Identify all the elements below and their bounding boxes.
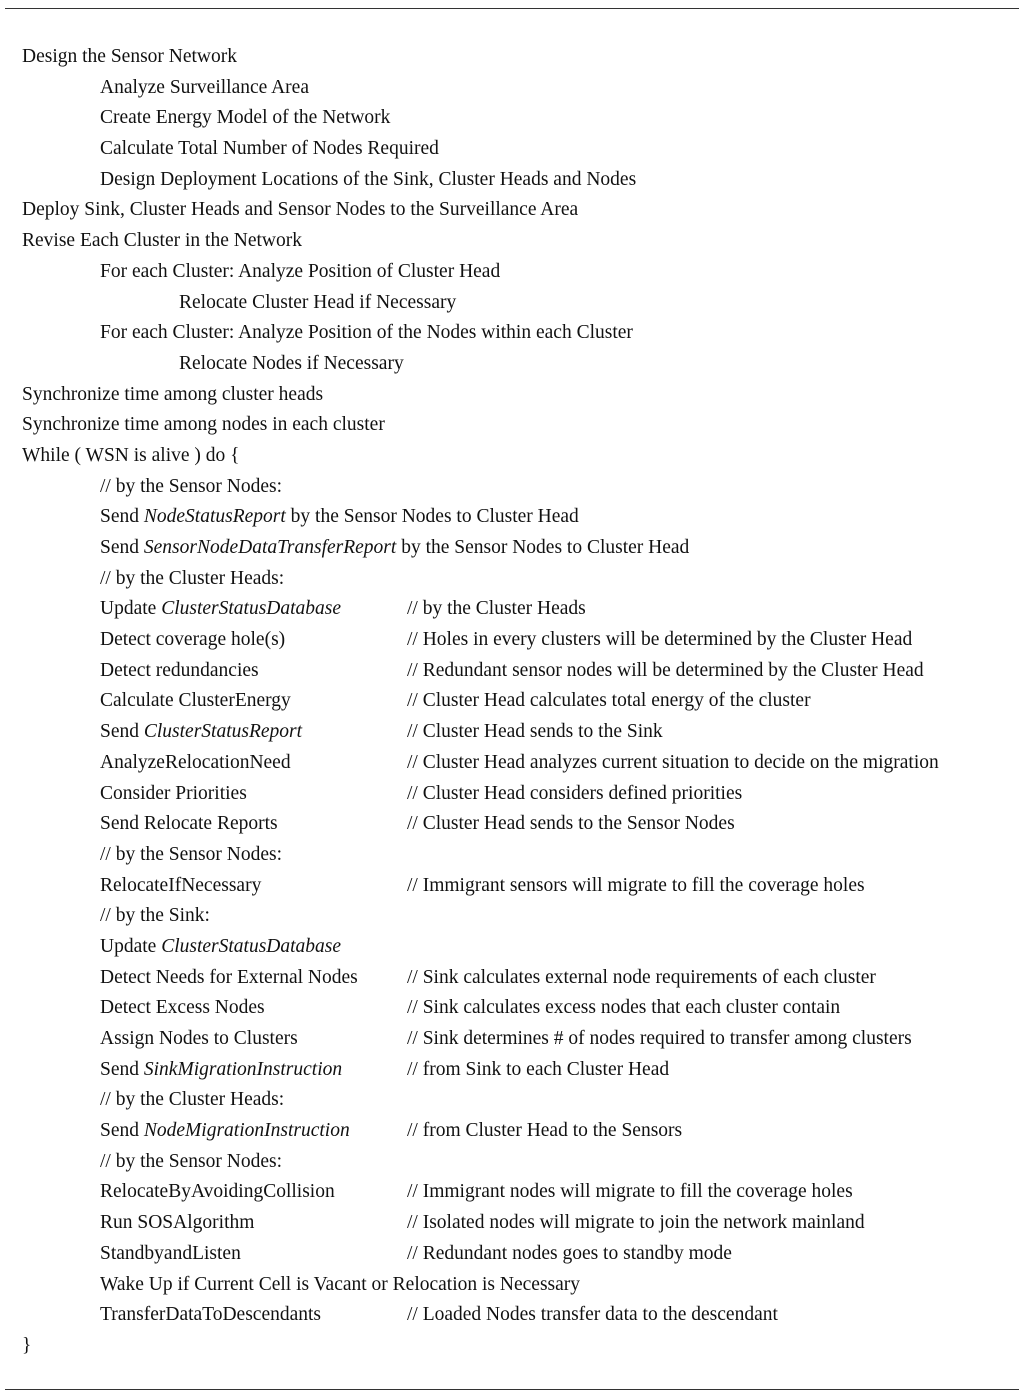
top-rule: [5, 8, 1019, 9]
statement: [100, 1116, 350, 1147]
algorithm-line: [0, 1147, 1024, 1178]
algorithm-line: [0, 963, 1024, 994]
bottom-rule: [5, 1389, 1019, 1390]
statement: [100, 809, 278, 840]
statement-text: Send: [100, 506, 144, 528]
statement: [100, 472, 282, 503]
algorithm-line: [0, 871, 1024, 902]
statement: [100, 748, 291, 779]
inline-comment: // Sink calculates external node requirements of each cluster: [407, 966, 876, 988]
inline-comment: // Loaded Nodes transfer data to the descendant: [407, 1304, 778, 1326]
identifier-italic: NodeStatusReport: [143, 506, 286, 528]
statement-text: }: [22, 1334, 32, 1356]
statement-text: Relocate Cluster Head if Necessary: [179, 291, 457, 313]
statement-text: For each Cluster: Analyze Position of Cluster Head: [100, 260, 501, 282]
statement-text: Wake Up if Current Cell is Vacant or Relocation is Necessary: [100, 1273, 581, 1295]
algorithm-line: [0, 625, 1024, 656]
statement: [100, 932, 341, 963]
identifier-italic: SensorNodeDataTransferReport: [143, 537, 397, 558]
statement-text: Detect coverage hole(s): [100, 629, 286, 651]
algorithm-line: [0, 1055, 1024, 1086]
statement-text: Design the Sensor Network: [22, 46, 238, 67]
statement: [22, 1331, 31, 1362]
statement-text: Analyze Surveillance Area: [100, 76, 309, 98]
inline-comment: // Redundant nodes goes to standby mode: [407, 1242, 732, 1264]
statement: [22, 441, 240, 472]
statement: [100, 1300, 321, 1331]
inline-comment: // Sink calculates excess nodes that each cluster contain: [407, 997, 841, 1019]
statement-text: Create Energy Model of the Network: [100, 107, 391, 129]
algorithm-line: [0, 1024, 1024, 1055]
statement: [100, 686, 291, 717]
statement-text: AnalyzeRelocationNeed: [100, 751, 291, 773]
statement-text: While ( WSN is alive ) do {: [22, 444, 240, 466]
statement-text: Send: [100, 721, 144, 743]
algorithm-line: [0, 1177, 1024, 1208]
algorithm-line: [0, 134, 1024, 165]
algorithm-line: [0, 441, 1024, 472]
inline-comment: // from Cluster Head to the Sensors: [407, 1120, 683, 1142]
algorithm-line: [0, 1239, 1024, 1270]
identifier-italic: ClusterStatusDatabase: [161, 598, 342, 620]
algorithm-line: [0, 195, 1024, 226]
algorithm-line: [0, 686, 1024, 717]
statement-text: Revise Each Cluster in the Network: [22, 230, 302, 252]
algorithm-line: [0, 165, 1024, 196]
statement-text: // by the Sink:: [100, 905, 210, 927]
algorithm-line: [0, 410, 1024, 441]
inline-comment: // Cluster Head sends to the Sink: [407, 721, 663, 743]
algorithm-line: [0, 594, 1024, 625]
algorithm-listing: [0, 42, 1024, 1362]
algorithm-line: [0, 533, 1024, 564]
identifier-italic: ClusterStatusReport: [143, 721, 303, 743]
statement: [100, 103, 390, 134]
statement: [100, 871, 261, 902]
inline-comment: // Immigrant sensors will migrate to fill the coverage holes: [407, 874, 865, 896]
identifier-italic: SinkMigrationInstruction: [143, 1058, 343, 1080]
algorithm-line: [0, 380, 1024, 411]
statement-text: RelocateIfNecessary: [100, 874, 262, 896]
statement-text: by the Sensor Nodes to Cluster Head: [285, 506, 579, 528]
identifier-italic: NodeMigrationInstruction: [143, 1120, 350, 1142]
algorithm-line: [0, 840, 1024, 871]
statement: [22, 226, 302, 257]
statement: [100, 779, 247, 810]
algorithm-line: [0, 932, 1024, 963]
algorithm-line: [0, 472, 1024, 503]
algorithm-line: [0, 1331, 1024, 1362]
statement-text: Design Deployment Locations of the Sink, Cluster Heads and Nodes: [100, 168, 637, 190]
inline-comment: // Holes in every clusters will be determined by the Cluster Head: [407, 629, 913, 651]
statement-text: Assign Nodes to Clusters: [100, 1028, 298, 1049]
algorithm-line: [0, 226, 1024, 257]
statement: [22, 410, 385, 441]
inline-comment: // Cluster Head considers defined priorities: [407, 782, 743, 804]
algorithm-line: [0, 1300, 1024, 1331]
statement: [100, 840, 282, 871]
algorithm-line: [0, 103, 1024, 134]
statement: [100, 318, 633, 349]
statement-text: TransferDataToDescendants: [100, 1304, 322, 1326]
statement-text: Synchronize time among nodes in each cluster: [22, 414, 385, 436]
inline-comment: // by the Cluster Heads: [407, 598, 586, 620]
inline-comment: // Immigrant nodes will migrate to fill the coverage holes: [407, 1181, 853, 1203]
statement: [100, 717, 302, 748]
statement-text: StandbyandListen: [100, 1242, 241, 1264]
statement-text: // by the Sensor Nodes:: [100, 1150, 282, 1172]
statement-text: Detect Excess Nodes: [100, 997, 265, 1019]
algorithm-line: [0, 1270, 1024, 1301]
statement-text: by the Sensor Nodes to Cluster Head: [396, 537, 690, 558]
inline-comment: // Cluster Head calculates total energy of the cluster: [407, 690, 811, 712]
statement: [100, 502, 579, 533]
statement: [100, 1024, 298, 1055]
statement: [100, 564, 284, 595]
statement: [22, 380, 323, 411]
statement-text: RelocateByAvoidingCollision: [100, 1181, 335, 1203]
statement-text: Calculate ClusterEnergy: [100, 690, 291, 712]
algorithm-line: [0, 257, 1024, 288]
statement-text: Calculate Total Number of Nodes Required: [100, 138, 439, 160]
statement: [100, 1208, 254, 1239]
statement: [100, 1270, 580, 1301]
statement: [100, 1147, 282, 1178]
statement-text: // by the Cluster Heads:: [100, 567, 285, 589]
statement-text: Relocate Nodes if Necessary: [179, 352, 404, 374]
inline-comment: // Sink determines # of nodes required to transfer among clusters: [407, 1028, 912, 1049]
statement-text: Update: [100, 935, 162, 957]
algorithm-line: [0, 349, 1024, 380]
statement: [100, 594, 341, 625]
statement-text: Send: [100, 1120, 144, 1142]
statement: [100, 656, 259, 687]
statement: [100, 1239, 241, 1270]
inline-comment: // Cluster Head sends to the Sensor Nodes: [407, 813, 735, 835]
statement: [22, 195, 578, 226]
statement-text: Send Relocate Reports: [100, 813, 278, 835]
algorithm-line: [0, 748, 1024, 779]
statement-text: Update: [100, 598, 162, 620]
identifier-italic: ClusterStatusDatabase: [161, 935, 342, 957]
statement: [100, 993, 265, 1024]
statement-text: Run SOSAlgorithm: [100, 1212, 255, 1234]
statement: [100, 73, 309, 104]
algorithm-line: [0, 42, 1024, 73]
statement-text: // by the Sensor Nodes:: [100, 475, 282, 497]
statement: [100, 257, 500, 288]
statement: [100, 533, 689, 564]
statement-text: Detect redundancies: [100, 659, 259, 681]
algorithm-line: [0, 993, 1024, 1024]
algorithm-line: [0, 779, 1024, 810]
algorithm-line: [0, 502, 1024, 533]
algorithm-line: [0, 288, 1024, 319]
statement-text: // by the Sensor Nodes:: [100, 843, 282, 865]
statement-text: Send: [100, 1058, 144, 1080]
statement-text: Consider Priorities: [100, 782, 247, 804]
inline-comment: // Redundant sensor nodes will be determined by the Cluster Head: [407, 659, 924, 681]
statement: [100, 625, 285, 656]
algorithm-line: [0, 73, 1024, 104]
statement-text: Detect Needs for External Nodes: [100, 966, 358, 988]
statement: [179, 349, 404, 380]
algorithm-line: [0, 564, 1024, 595]
statement: [100, 963, 358, 994]
statement: [179, 288, 456, 319]
algorithm-line: [0, 1085, 1024, 1116]
algorithm-line: [0, 717, 1024, 748]
inline-comment: // Isolated nodes will migrate to join the network mainland: [407, 1212, 865, 1234]
statement: [100, 134, 439, 165]
statement: [100, 1177, 335, 1208]
algorithm-line: [0, 809, 1024, 840]
inline-comment: // from Sink to each Cluster Head: [407, 1058, 670, 1080]
statement: [100, 901, 210, 932]
statement: [100, 1055, 342, 1086]
statement: [100, 165, 636, 196]
algorithm-line: [0, 1208, 1024, 1239]
statement-text: For each Cluster: Analyze Position of the Nodes within each Cluster: [100, 322, 633, 344]
algorithm-line: [0, 1116, 1024, 1147]
algorithm-line: [0, 656, 1024, 687]
statement-text: // by the Cluster Heads:: [100, 1089, 285, 1111]
inline-comment: // Cluster Head analyzes current situation to decide on the migration: [407, 751, 939, 773]
algorithm-line: [0, 901, 1024, 932]
statement-text: Deploy Sink, Cluster Heads and Sensor Nodes to the Surveillance Area: [22, 199, 579, 221]
statement-text: Synchronize time among cluster heads: [22, 383, 324, 405]
statement: [22, 42, 237, 73]
statement-text: Send: [100, 537, 144, 558]
algorithm-line: [0, 318, 1024, 349]
statement: [100, 1085, 284, 1116]
